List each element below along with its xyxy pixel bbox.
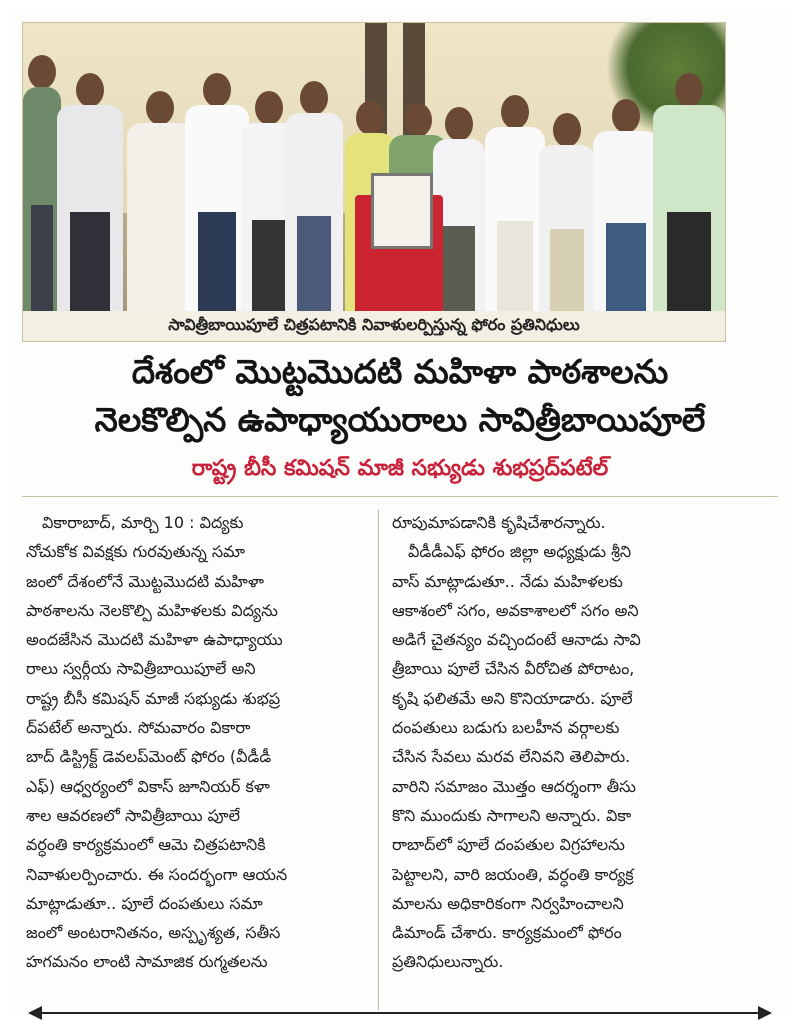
arrow-right-icon [758,1006,772,1020]
article-line: ద్‌పటేల్ అన్నారు. సోమవారం వికారా [26,718,251,738]
column-divider [378,510,379,1010]
article-line: అడిగే చైతన్యం వచ్చిందంటే ఆనాడు సావి [392,630,641,650]
person-figure [285,81,343,313]
person-figure [485,95,545,313]
bottom-arrow-line [40,1012,760,1014]
article-column-right [392,508,730,977]
headline-line-2: నెలకొల్పిన ఉపాధ్యాయురాలు సావిత్రీబాయిపూలే [94,400,706,439]
article-line: పాఠశాలను నెలకొల్పి మహిళలకు విద్యను [26,600,278,620]
article-line: రాబాద్‌లో పూలే దంపతుల విగ్రహాలను [392,835,625,855]
article-line: వర్ధంతి కార్యక్రమంలో ఆమె చిత్రపటానికి [26,835,266,855]
article-line: నోచుకోక వివక్షకు గురవుతున్న సమా [26,542,246,562]
person-figure [653,73,725,313]
person-figure [127,91,193,313]
article-line: జంలో అంటరానితనం, అస్పృశ్యత, సతీస [26,923,281,943]
headline [8,348,792,444]
article-line: వికారాబాద్, మార్చి 10 : విద్యకు [42,513,244,532]
article-line: రూపుమాపడానికి కృషిచేశారన్నారు. [392,513,606,532]
article-line: త్రీబాయి పూలే చేసిన వీరోచిత పోరాటం, [392,659,635,679]
headline-line-1: దేశంలో మొట్టమొదటి మహిళా పాఠశాలను [131,352,669,391]
subheadline: రాష్ట్ర బీసీ కమిషన్ మాజీ సభ్యుడు శుభప్రద్‌పటేల్ [191,456,609,481]
article-line: రాష్ట్ర బీసీ కమిషన్ మాజీ సభ్యుడు శుభప్ర [26,688,281,708]
article-line: వీడీడీఎఫ్ ఫోరం జిల్లా అధ్యక్షుడు శ్రీని [408,542,632,562]
article-line: వారిని సమాజం మొత్తం ఆదర్శంగా తీసు [392,776,636,796]
photo-caption: సావిత్రీబాయిపూలే చిత్రపటానికి నివాళులర్పిస్తున్న ఫోరం ప్రతినిధులు [22,311,726,342]
article-line: హగమనం లాంటి సామాజిక రుగ్మతలను [26,952,268,972]
article-line: దంపతులు బడుగు బలహీన వర్గాలకు [392,718,620,738]
article-line: మాలను అధికారికంగా నిర్వహించాలని [392,893,624,913]
person-figure [57,73,123,313]
arrow-left-icon [28,1006,42,1020]
person-figure [593,99,659,313]
article-line: అందజేసిన మొదటి మహిళా ఉపాధ్యాయు [26,630,283,650]
article-line: వాస్ మాట్లాడుతూ.. నేడు మహిళలకు [392,571,623,591]
article-line: జంలో దేశంలోనే మొట్టమొదటి మహిళా [26,571,264,591]
article-line: మాట్లాడుతూ.. పూలే దంపతులు సమా [26,893,263,913]
article-line: డిమాండ్ చేశారు. కార్యక్రమంలో ఫోరం [392,923,622,943]
person-figure [539,113,595,313]
article-line: కృషి ఫలితమే అని కొనియాడారు. పూలే [392,688,633,708]
article-line: చేసిన సేవలు మరవ లేనివని తెలిపారు. [392,747,631,767]
article-column-left [26,508,364,977]
article-line: ప్రతినిధులున్నారు. [392,952,504,972]
article-line: ఆకాశంలో సగం, అవకాశాలలో సగం అని [392,600,639,620]
article-line: నివాళులర్పించారు. ఈ సందర్భంగా ఆయన [26,864,288,884]
article-line: ఎఫ్) ఆధ్వర్యంలో వికాస్ జూనియర్ కళా [26,776,270,796]
person-figure [23,55,61,313]
article-line: కొని ముందుకు సాగాలని అన్నారు. వికా [392,805,632,825]
article-line: శాల ఆవరణలో సావిత్రీబాయి పూలే [26,805,240,825]
article-line: రాలు స్వర్గీయ సావిత్రీబాయిపూలే అని [26,659,256,679]
divider [22,496,778,497]
news-photo [22,22,726,314]
newspaper-clipping [8,8,792,1016]
article-line: బాద్ డిస్ట్రిక్ట్ డెవలప్‌మెంట్ ఫోరం (వీడీడీ [26,747,272,767]
person-figure [185,73,249,313]
savitribai-portrait [371,173,433,249]
article-line: పెట్టాలని, వారి జయంతి, వర్ధంతి కార్యక్ర [392,864,634,884]
